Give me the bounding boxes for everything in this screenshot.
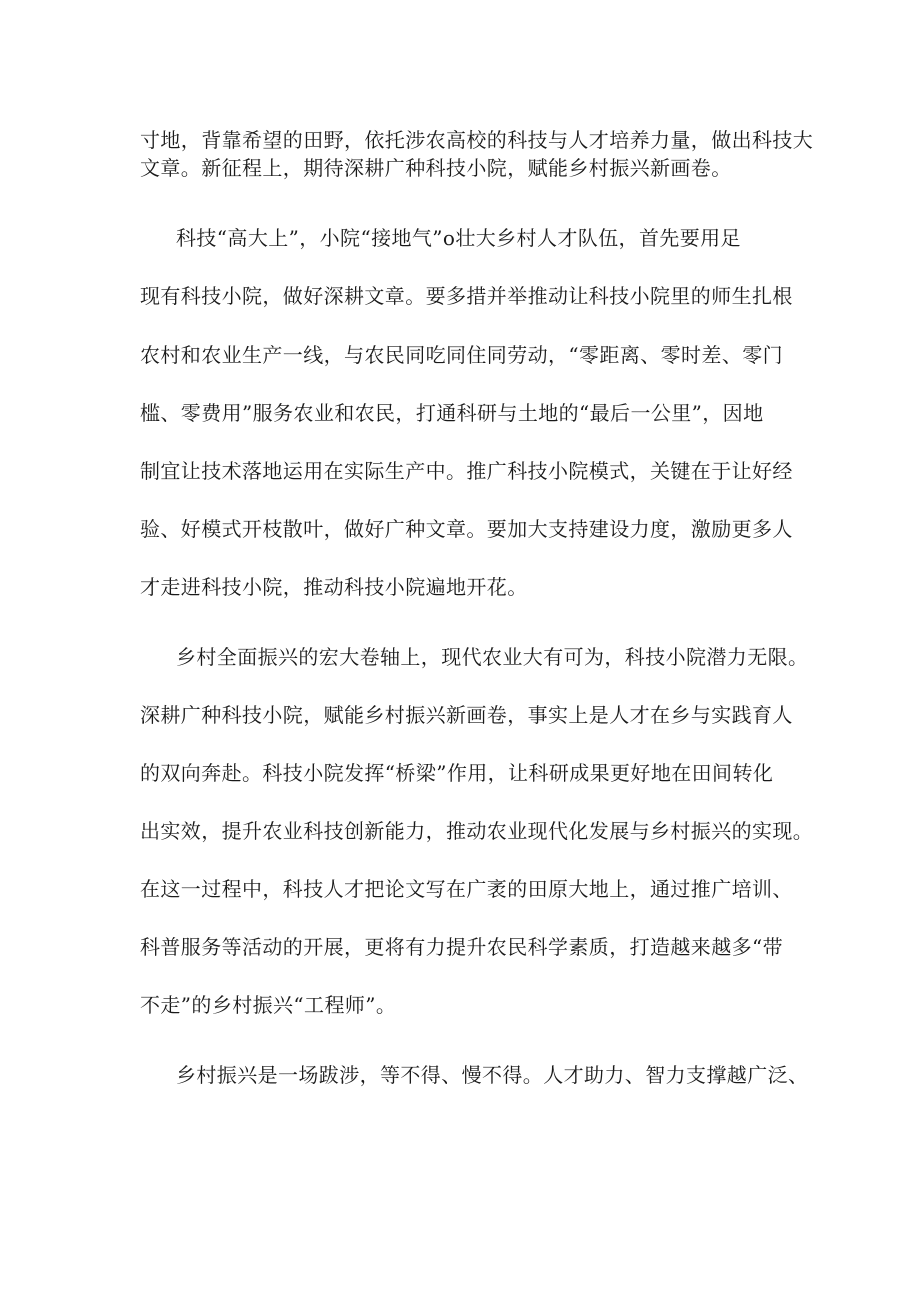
- text-line: 才走进科技小院，推动科技小院遍地开花。: [140, 575, 528, 599]
- text-line: 现有科技小院，做好深耕文章。要多措并举推动让科技小院里的师生扎根: [140, 284, 793, 308]
- text-line: 验、好模式开枝散叶，做好广种文章。要加大支持建设力度，激励更多人: [140, 517, 793, 541]
- text-line: 在这一过程中，科技人才把论文写在广袤的田原大地上，通过推广培训、: [140, 877, 793, 901]
- text-line: 不走”的乡村振兴“工程师”。: [140, 993, 397, 1017]
- text-line: 农村和农业生产一线，与农民同吃同住同劳动，“零距离、零时差、零门: [140, 343, 784, 367]
- text-line: 制宜让技术落地运用在实际生产中。推广科技小院模式，关键在于让好经: [140, 459, 793, 483]
- text-line: 寸地，背靠希望的田野，依托涉农高校的科技与人才培养力量，做出科技大: [140, 128, 814, 152]
- paragraph-first-line: 乡村振兴是一场跋涉，等不得、慢不得。人才助力、智力支撑越广泛、: [176, 1063, 809, 1087]
- paragraph-first-line: 科技“高大上”，小院“接地气”o壮大乡村人才队伍，首先要用足: [176, 226, 741, 250]
- text-line: 深耕广种科技小院，赋能乡村振兴新画卷，事实上是人才在乡与实践育人: [140, 703, 793, 727]
- text-line: 的双向奔赴。科技小院发挥“桥梁”作用，让科研成果更好地在田间转化: [140, 761, 774, 785]
- text-line: 出实效，提升农业科技创新能力，推动农业现代化发展与乡村振兴的实现。: [140, 819, 814, 843]
- text-line: 科普服务等活动的开展，更将有力提升农民科学素质，打造越来越多“带: [140, 935, 784, 959]
- text-line: 文章。新征程上，期待深耕广种科技小院，赋能乡村振兴新画卷。: [140, 156, 732, 180]
- text-line: 槛、零费用”服务农业和农民，打通科研与土地的“最后一公里”，因地: [140, 401, 764, 425]
- paragraph-first-line: 乡村全面振兴的宏大卷轴上，现代农业大有可为，科技小院潜力无限。: [176, 645, 809, 669]
